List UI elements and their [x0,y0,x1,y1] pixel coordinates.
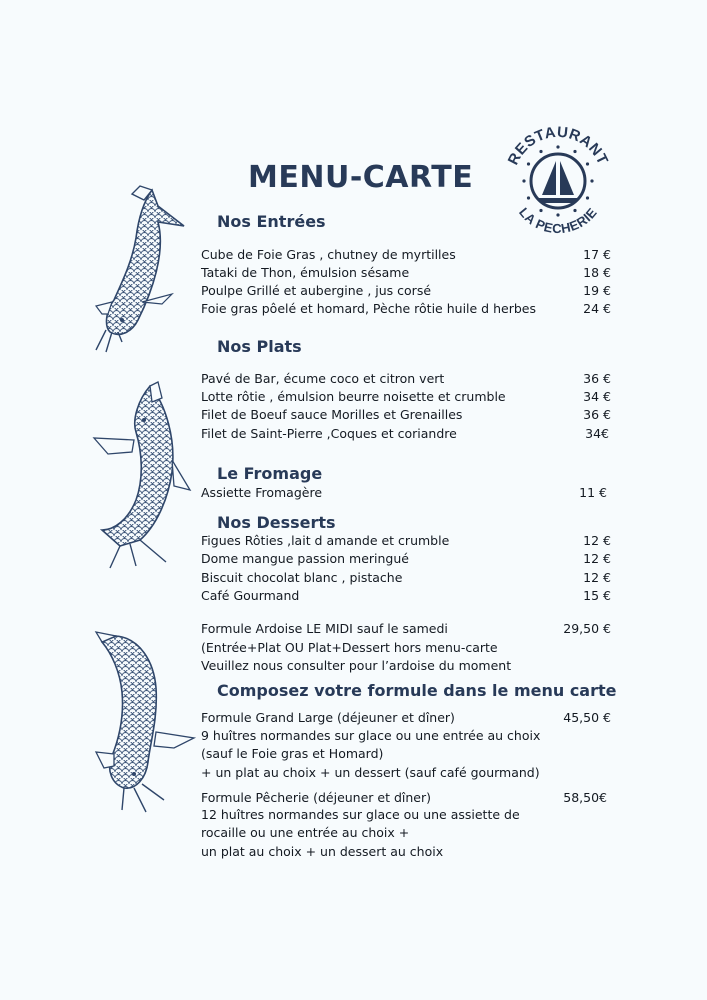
formula-price: 45,50 € [563,710,611,725]
formula-price: 58,50€ [563,790,607,805]
menu-item-label: Foie gras pôelé et homard, Pèche rôtie huile d herbes [201,301,536,316]
menu-item-price: 34€ [585,426,609,441]
section-heading-plats: Nos Plats [217,337,302,356]
menu-item-price: 12 € [583,570,611,585]
menu-item-label: Filet de Saint-Pierre ,Coques et coriandre [201,426,457,441]
menu-item-price: 34 € [583,389,611,404]
formula-ardoise-line: Veuillez nous consulter pour l’ardoise du moment [201,658,512,673]
menu-item-label: Pavé de Bar, écume coco et citron vert [201,371,445,386]
sailboat-icon [538,161,578,203]
menu-item-price: 18 € [583,265,611,280]
menu-item-label: Filet de Boeuf sauce Morilles et Grenailles [201,407,463,422]
koi-fish-illustration-2 [86,380,196,570]
section-heading-fromage: Le Fromage [217,464,323,483]
menu-item-price: 19 € [583,283,611,298]
formula-label: Formule Grand Large (déjeuner et dîner) [201,710,455,725]
koi-fish-illustration-3 [94,628,202,818]
menu-item-label: Biscuit chocolat blanc , pistache [201,570,403,585]
menu-item-label: Figues Rôties ,lait d amande et crumble [201,533,450,548]
menu-item-price: 12 € [583,551,611,566]
formula-pecherie-line: rocaille ou une entrée au choix + [201,825,410,840]
menu-item-price: 11 € [579,485,607,500]
menu-item-label: Poulpe Grillé et aubergine , jus corsé [201,283,432,298]
section-heading-desserts: Nos Desserts [217,513,336,532]
section-heading-composez: Composez votre formule dans le menu carte [217,681,617,700]
menu-item-price: 24 € [583,301,611,316]
formula-grand-large-line: + un plat au choix + un dessert (sauf café gourmand) [201,765,540,780]
menu-item-label: Dome mangue passion meringué [201,551,409,566]
formula-label: Formule Pêcherie (déjeuner et dîner) [201,790,432,805]
formula-ardoise-line: (Entrée+Plat OU Plat+Dessert hors menu-carte [201,640,498,655]
menu-item-price: 15 € [583,588,611,603]
formula-pecherie-line: un plat au choix + un dessert au choix [201,844,444,859]
menu-item-price: 36 € [583,371,611,386]
formula-label: Formule Ardoise LE MIDI sauf le samedi [201,621,448,636]
section-heading-entrees: Nos Entrées [217,212,326,231]
formula-grand-large-line: 9 huîtres normandes sur glace ou une entrée au choix [201,728,541,743]
menu-item-price: 17 € [583,247,611,262]
menu-item-label: Café Gourmand [201,588,300,603]
formula-grand-large-line: (sauf le Foie gras et Homard) [201,746,384,761]
menu-item-label: Cube de Foie Gras , chutney de myrtilles [201,247,456,262]
menu-item-label: Tataki de Thon, émulsion sésame [201,265,410,280]
koi-fish-illustration-1 [92,182,197,357]
menu-item-price: 36 € [583,407,611,422]
formula-price: 29,50 € [563,621,611,636]
menu-item-price: 12 € [583,533,611,548]
logo-bottom-text: LA PECHERIE [516,204,600,237]
logo-top-text: RESTAURANT [504,123,612,168]
menu-item-label: Lotte rôtie , émulsion beurre noisette et crumble [201,389,506,404]
formula-pecherie-line: 12 huîtres normandes sur glace ou une assiette de [201,807,520,822]
menu-item-label: Assiette Fromagère [201,485,323,500]
page-title: MENU-CARTE [248,160,474,195]
restaurant-logo [500,123,616,239]
